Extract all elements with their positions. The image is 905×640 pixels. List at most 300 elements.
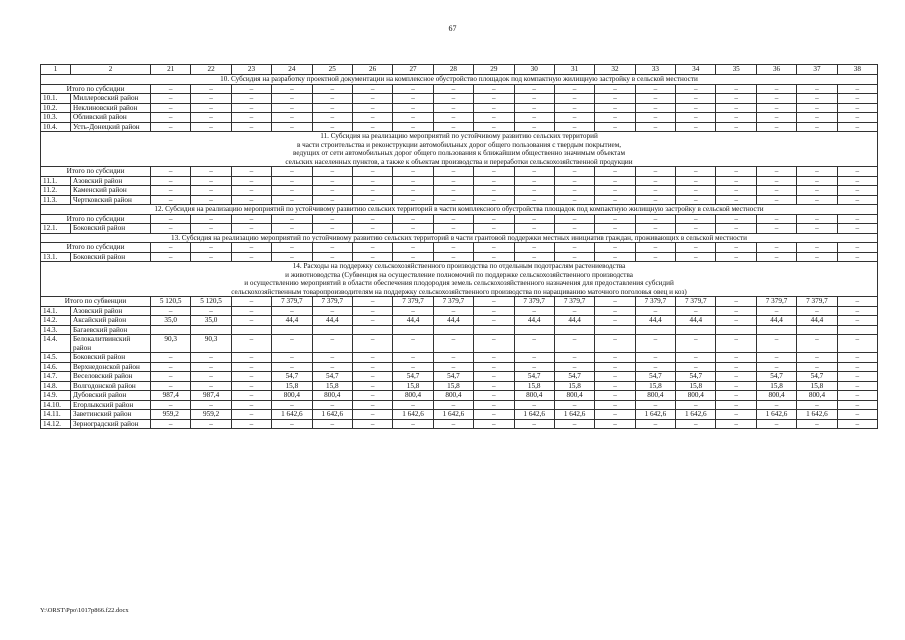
value-cell: – (716, 84, 756, 94)
value-cell: – (433, 362, 473, 372)
value-cell: – (393, 362, 433, 372)
value-cell: – (231, 176, 271, 186)
value-cell: – (514, 113, 554, 123)
value-cell: 959,2 (191, 410, 231, 420)
value-cell: – (595, 243, 635, 253)
value-cell: – (474, 391, 514, 401)
value-cell: – (797, 214, 837, 224)
value-cell: – (797, 243, 837, 253)
value-cell: – (272, 362, 312, 372)
value-cell: – (595, 186, 635, 196)
value-cell: – (474, 214, 514, 224)
table-row (41, 186, 878, 196)
value-cell: – (393, 252, 433, 262)
value-cell: – (474, 252, 514, 262)
value-cell: – (474, 84, 514, 94)
value-cell: – (635, 335, 675, 353)
value-cell: – (352, 186, 392, 196)
value-cell: – (352, 224, 392, 234)
row-number: 14.1. (41, 306, 71, 316)
row-number: 11.3. (41, 195, 71, 205)
value-cell (393, 325, 433, 335)
value-cell: – (554, 94, 594, 104)
value-cell: – (837, 224, 877, 234)
value-cell: 1 642,6 (676, 410, 716, 420)
value-cell: 800,4 (676, 391, 716, 401)
value-cell: – (716, 243, 756, 253)
value-cell: – (595, 391, 635, 401)
district-name: Аксайский район (71, 316, 151, 326)
value-cell: – (676, 362, 716, 372)
value-cell: – (837, 84, 877, 94)
column-header: 25 (312, 65, 352, 75)
value-cell: – (716, 316, 756, 326)
district-name: Азовский район (71, 306, 151, 316)
value-cell: – (433, 243, 473, 253)
value-cell: – (837, 372, 877, 382)
value-cell: – (797, 94, 837, 104)
section-heading: 12. Субсидия на реализацию мероприятий по устойчивому развитию сельских территорий в части комплексного обустройства площадок под компактную жилищную застройку в сельской местности (41, 205, 878, 215)
district-name: Волгодонской район (71, 381, 151, 391)
value-cell: – (797, 84, 837, 94)
value-cell: – (393, 419, 433, 429)
value-cell: 44,4 (554, 316, 594, 326)
table-row (41, 400, 878, 410)
value-cell: – (393, 335, 433, 353)
section-heading-line: 14. Расходы на поддержку сельскохозяйственного производства по отдельным подотраслям растениеводства (292, 262, 626, 270)
value-cell: – (716, 214, 756, 224)
value-cell: – (393, 214, 433, 224)
value-cell: – (797, 167, 837, 177)
value-cell: – (393, 103, 433, 113)
value-cell: – (595, 372, 635, 382)
value-cell: – (635, 306, 675, 316)
value-cell: – (191, 94, 231, 104)
section-heading-line: в части строительства и реконструкции автомобильных дорог общего пользования с твердым покрытием, (296, 140, 622, 149)
value-cell: – (312, 335, 352, 353)
value-cell: 1 642,6 (756, 410, 796, 420)
row-number: 14.10. (41, 400, 71, 410)
table-row (41, 362, 878, 372)
value-cell: – (514, 94, 554, 104)
value-cell: – (151, 306, 191, 316)
value-cell: – (635, 362, 675, 372)
value-cell: – (756, 419, 796, 429)
value-cell: – (716, 353, 756, 363)
value-cell: – (554, 113, 594, 123)
value-cell: – (312, 94, 352, 104)
value-cell: 800,4 (797, 391, 837, 401)
row-number: 10.4. (41, 122, 71, 132)
value-cell: – (433, 419, 473, 429)
value-cell: – (676, 113, 716, 123)
table-row (41, 316, 878, 326)
value-cell: – (635, 167, 675, 177)
value-cell: – (514, 176, 554, 186)
value-cell: – (393, 167, 433, 177)
value-cell: – (474, 167, 514, 177)
section-heading-row (41, 75, 878, 85)
value-cell: – (151, 176, 191, 186)
value-cell: 15,8 (393, 381, 433, 391)
value-cell: – (474, 335, 514, 353)
value-cell: – (312, 176, 352, 186)
value-cell: – (352, 167, 392, 177)
value-cell: – (393, 122, 433, 132)
value-cell: – (474, 372, 514, 382)
value-cell: – (554, 252, 594, 262)
value-cell: 54,7 (312, 372, 352, 382)
value-cell: – (352, 252, 392, 262)
value-cell: – (837, 103, 877, 113)
value-cell: – (231, 84, 271, 94)
value-cell: – (635, 94, 675, 104)
table-row (41, 381, 878, 391)
value-cell: – (837, 335, 877, 353)
value-cell (716, 325, 756, 335)
row-number: 14.6. (41, 362, 71, 372)
value-cell: – (797, 400, 837, 410)
value-cell: – (231, 186, 271, 196)
value-cell: – (514, 252, 554, 262)
value-cell: – (797, 419, 837, 429)
value-cell: – (595, 353, 635, 363)
value-cell: – (837, 214, 877, 224)
value-cell: – (635, 353, 675, 363)
value-cell: 5 120,5 (151, 297, 191, 307)
value-cell: – (312, 195, 352, 205)
value-cell: – (474, 94, 514, 104)
value-cell: – (151, 84, 191, 94)
table-row (41, 195, 878, 205)
value-cell: 15,8 (312, 381, 352, 391)
value-cell: – (837, 176, 877, 186)
value-cell: – (635, 419, 675, 429)
value-cell: – (595, 224, 635, 234)
value-cell (433, 325, 473, 335)
value-cell: 35,0 (191, 316, 231, 326)
value-cell: – (756, 84, 796, 94)
value-cell: – (595, 400, 635, 410)
value-cell: – (716, 186, 756, 196)
value-cell: 54,7 (797, 372, 837, 382)
value-cell: – (554, 400, 594, 410)
value-cell: 90,3 (191, 335, 231, 353)
value-cell: – (151, 167, 191, 177)
value-cell: 15,8 (676, 381, 716, 391)
value-cell: 5 120,5 (191, 297, 231, 307)
value-cell: – (191, 252, 231, 262)
value-cell: – (393, 186, 433, 196)
value-cell: – (312, 252, 352, 262)
value-cell: – (837, 306, 877, 316)
value-cell: – (272, 353, 312, 363)
value-cell: 44,4 (312, 316, 352, 326)
value-cell: – (272, 122, 312, 132)
value-cell: – (191, 103, 231, 113)
value-cell: – (595, 252, 635, 262)
value-cell: – (595, 103, 635, 113)
row-number: 14.3. (41, 325, 71, 335)
value-cell: – (716, 400, 756, 410)
value-cell: – (231, 381, 271, 391)
value-cell: – (393, 353, 433, 363)
value-cell: – (312, 214, 352, 224)
value-cell: – (514, 419, 554, 429)
value-cell (756, 325, 796, 335)
column-header: 27 (393, 65, 433, 75)
value-cell: 800,4 (635, 391, 675, 401)
row-number: 13.1. (41, 252, 71, 262)
section-heading: 13. Субсидия на реализацию мероприятий по устойчивому развитию сельских территорий в части грантовой поддержки местных инициатив граждан, проживающих в сельской местности (41, 233, 878, 243)
total-row (41, 167, 878, 177)
value-cell: – (433, 306, 473, 316)
value-cell: – (312, 362, 352, 372)
table-row (41, 122, 878, 132)
value-cell: – (272, 103, 312, 113)
value-cell: – (554, 84, 594, 94)
value-cell: – (352, 410, 392, 420)
district-name: Обливский район (71, 113, 151, 123)
value-cell: – (716, 94, 756, 104)
value-cell (635, 325, 675, 335)
row-number: 14.4. (41, 335, 71, 353)
table-row (41, 391, 878, 401)
value-cell: 987,4 (191, 391, 231, 401)
table-row (41, 410, 878, 420)
value-cell: – (595, 362, 635, 372)
total-label: Итого по субвенции (41, 297, 151, 307)
row-number: 14.9. (41, 391, 71, 401)
value-cell: – (716, 252, 756, 262)
value-cell: – (554, 167, 594, 177)
value-cell: – (352, 335, 392, 353)
value-cell: – (595, 167, 635, 177)
district-name: Неклиновский район (71, 103, 151, 113)
value-cell: – (554, 353, 594, 363)
value-cell: – (231, 372, 271, 382)
value-cell: – (231, 243, 271, 253)
value-cell: 7 379,7 (393, 297, 433, 307)
value-cell: 7 379,7 (797, 297, 837, 307)
value-cell: – (756, 362, 796, 372)
value-cell (352, 325, 392, 335)
value-cell: – (514, 214, 554, 224)
value-cell: – (352, 316, 392, 326)
value-cell: – (837, 195, 877, 205)
row-number: 11.2. (41, 186, 71, 196)
value-cell: 7 379,7 (312, 297, 352, 307)
column-header: 1 (41, 65, 71, 75)
value-cell: 800,4 (554, 391, 594, 401)
value-cell: 15,8 (635, 381, 675, 391)
value-cell: – (433, 353, 473, 363)
value-cell: – (393, 400, 433, 410)
value-cell: – (474, 362, 514, 372)
value-cell: – (312, 243, 352, 253)
value-cell: – (837, 297, 877, 307)
value-cell: – (433, 214, 473, 224)
value-cell: – (676, 103, 716, 113)
district-name: Боковский район (71, 252, 151, 262)
value-cell: – (352, 362, 392, 372)
column-header: 36 (756, 65, 796, 75)
value-cell: 1 642,6 (514, 410, 554, 420)
value-cell: – (312, 103, 352, 113)
value-cell: – (352, 103, 392, 113)
value-cell: 1 642,6 (635, 410, 675, 420)
value-cell: – (797, 122, 837, 132)
section-heading-row (41, 132, 878, 167)
value-cell: – (352, 176, 392, 186)
value-cell: – (595, 94, 635, 104)
value-cell: – (433, 113, 473, 123)
total-row (41, 297, 878, 307)
value-cell: – (756, 186, 796, 196)
value-cell: – (231, 419, 271, 429)
value-cell: 800,4 (756, 391, 796, 401)
row-number: 12.1. (41, 224, 71, 234)
value-cell: – (231, 214, 271, 224)
value-cell: – (433, 195, 473, 205)
table-row (41, 94, 878, 104)
column-header: 26 (352, 65, 392, 75)
value-cell (514, 325, 554, 335)
value-cell: – (716, 372, 756, 382)
value-cell: – (676, 252, 716, 262)
value-cell: – (352, 113, 392, 123)
value-cell: – (837, 94, 877, 104)
value-cell: – (191, 176, 231, 186)
value-cell: – (756, 335, 796, 353)
table-row (41, 103, 878, 113)
value-cell: – (352, 306, 392, 316)
value-cell: – (352, 94, 392, 104)
value-cell: – (554, 103, 594, 113)
value-cell: – (676, 306, 716, 316)
row-number: 10.1. (41, 94, 71, 104)
value-cell: – (635, 84, 675, 94)
value-cell: 987,4 (151, 391, 191, 401)
value-cell: – (433, 335, 473, 353)
value-cell: – (676, 122, 716, 132)
value-cell: – (676, 243, 716, 253)
value-cell: – (151, 103, 191, 113)
value-cell: – (837, 391, 877, 401)
value-cell: – (635, 186, 675, 196)
value-cell: – (231, 353, 271, 363)
value-cell: – (797, 186, 837, 196)
table-row (41, 224, 878, 234)
column-header: 38 (837, 65, 877, 75)
value-cell: – (595, 122, 635, 132)
table-row (41, 325, 878, 335)
value-cell: – (151, 113, 191, 123)
value-cell (272, 325, 312, 335)
value-cell: – (635, 400, 675, 410)
row-number: 14.2. (41, 316, 71, 326)
value-cell: 54,7 (676, 372, 716, 382)
value-cell: – (554, 362, 594, 372)
value-cell: – (272, 167, 312, 177)
value-cell: – (756, 113, 796, 123)
district-name: Чертковский район (71, 195, 151, 205)
district-name: Каменский район (71, 186, 151, 196)
table-row (41, 372, 878, 382)
value-cell: – (474, 176, 514, 186)
value-cell: – (433, 400, 473, 410)
column-header: 23 (231, 65, 271, 75)
value-cell: 15,8 (272, 381, 312, 391)
value-cell: – (191, 214, 231, 224)
value-cell: – (716, 103, 756, 113)
value-cell: – (393, 176, 433, 186)
value-cell: – (797, 252, 837, 262)
value-cell: – (151, 224, 191, 234)
value-cell: – (514, 400, 554, 410)
district-name: Багаевский район (71, 325, 151, 335)
value-cell: – (676, 214, 716, 224)
value-cell: – (837, 186, 877, 196)
value-cell: – (514, 103, 554, 113)
value-cell: – (837, 362, 877, 372)
value-cell: – (716, 176, 756, 186)
column-header: 37 (797, 65, 837, 75)
value-cell: 15,8 (554, 381, 594, 391)
section-heading-row (41, 262, 878, 297)
value-cell: – (272, 113, 312, 123)
value-cell: – (474, 400, 514, 410)
value-cell: – (474, 186, 514, 196)
total-label: Итого по субсидии (41, 84, 151, 94)
section-heading (41, 262, 878, 297)
value-cell: 54,7 (756, 372, 796, 382)
row-number: 10.3. (41, 113, 71, 123)
value-cell: 15,8 (756, 381, 796, 391)
value-cell: – (595, 214, 635, 224)
value-cell: – (272, 195, 312, 205)
value-cell: – (756, 103, 796, 113)
value-cell: 54,7 (433, 372, 473, 382)
value-cell: – (635, 113, 675, 123)
value-cell: – (352, 84, 392, 94)
value-cell: – (514, 362, 554, 372)
page-number: 67 (448, 24, 457, 33)
value-cell: – (514, 353, 554, 363)
row-number: 14.7. (41, 372, 71, 382)
column-header-row (41, 65, 878, 75)
column-header: 21 (151, 65, 191, 75)
value-cell: – (716, 297, 756, 307)
value-cell: 44,4 (433, 316, 473, 326)
district-name: Белокалитвинский район (71, 335, 151, 353)
value-cell: 1 642,6 (554, 410, 594, 420)
value-cell: – (231, 306, 271, 316)
value-cell: – (716, 167, 756, 177)
value-cell: – (231, 167, 271, 177)
value-cell: – (797, 362, 837, 372)
value-cell: – (151, 243, 191, 253)
value-cell: – (797, 306, 837, 316)
value-cell: – (474, 122, 514, 132)
value-cell: – (595, 381, 635, 391)
value-cell: 44,4 (272, 316, 312, 326)
value-cell (474, 325, 514, 335)
value-cell: – (272, 176, 312, 186)
value-cell: – (151, 122, 191, 132)
value-cell: – (272, 419, 312, 429)
value-cell: – (312, 122, 352, 132)
